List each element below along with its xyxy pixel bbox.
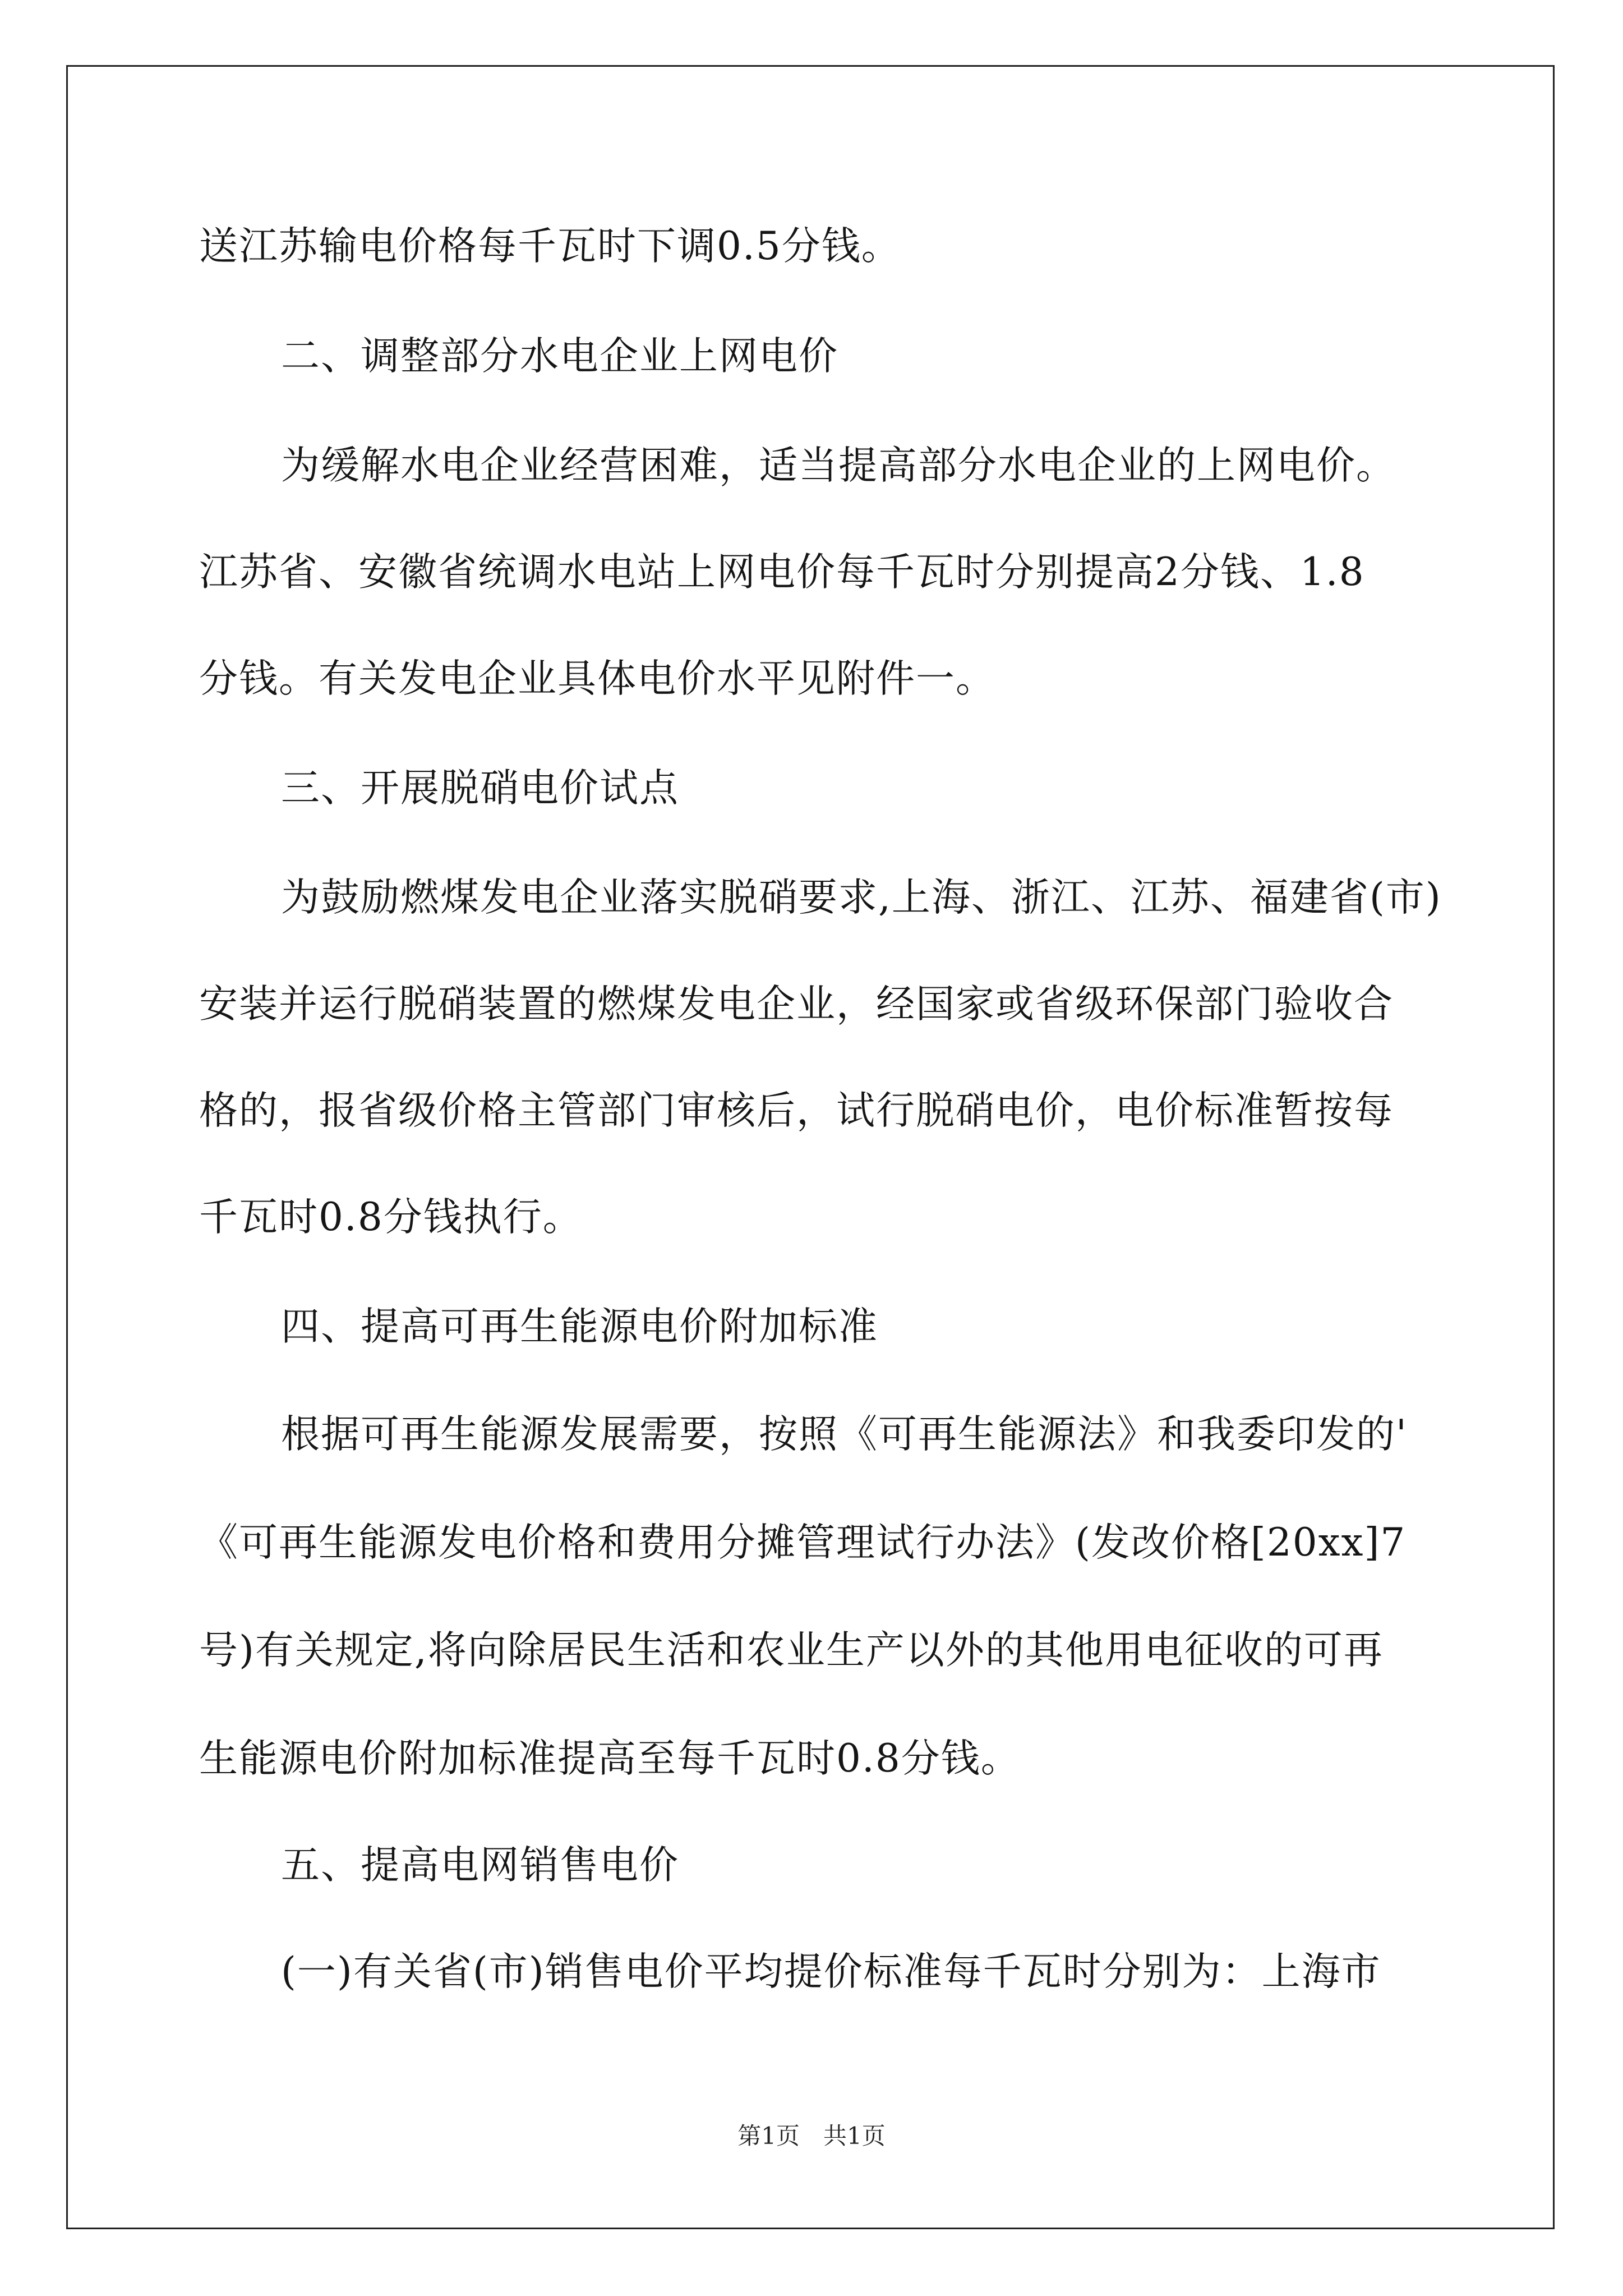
section-heading: 三、开展脱硝电价试点 <box>281 766 679 811</box>
paragraph-line: 送江苏输电价格每千瓦时下调0.5分钱。 <box>199 224 901 269</box>
paragraph-line: 格的，报省级价格主管部门审核后，试行脱硝电价，电价标准暂按每 <box>199 1088 1394 1133</box>
page-border <box>66 65 1555 2229</box>
paragraph-line: 安装并运行脱硝装置的燃煤发电企业，经国家或省级环保部门验收合 <box>199 982 1394 1027</box>
paragraph-line: 分钱。有关发电企业具体电价水平见附件一。 <box>199 656 995 701</box>
section-heading: 二、调整部分水电企业上网电价 <box>281 334 838 379</box>
paragraph-line: 江苏省、安徽省统调水电站上网电价每千瓦时分别提高2分钱、1.8 <box>199 550 1365 595</box>
paragraph-line: (一)有关省(市)销售电价平均提价标准每千瓦时分别为：上海市 <box>281 1949 1381 1994</box>
section-heading: 五、提高电网销售电价 <box>281 1843 679 1888</box>
paragraph-line: 号)有关规定,将向除居民生活和农业生产以外的其他用电征收的可再 <box>199 1628 1384 1673</box>
page-footer: 第1页 共1页 <box>737 2122 886 2150</box>
paragraph-line: 为鼓励燃煤发电企业落实脱硝要求,上海、浙江、江苏、福建省(市) <box>281 875 1442 920</box>
paragraph-line: 为缓解水电企业经营困难，适当提高部分水电企业的上网电价。 <box>281 443 1396 488</box>
paragraph-line: 《可再生能源发电价格和费用分摊管理试行办法》(发改价格[20xx]7 <box>199 1520 1407 1565</box>
paragraph-line: 千瓦时0.8分钱执行。 <box>199 1195 583 1240</box>
section-heading: 四、提高可再生能源电价附加标准 <box>281 1304 878 1349</box>
paragraph-line: 根据可再生能源发展需要，按照《可再生能源法》和我委印发的' <box>281 1412 1408 1457</box>
paragraph-line: 生能源电价附加标准提高至每千瓦时0.8分钱。 <box>199 1736 1021 1781</box>
